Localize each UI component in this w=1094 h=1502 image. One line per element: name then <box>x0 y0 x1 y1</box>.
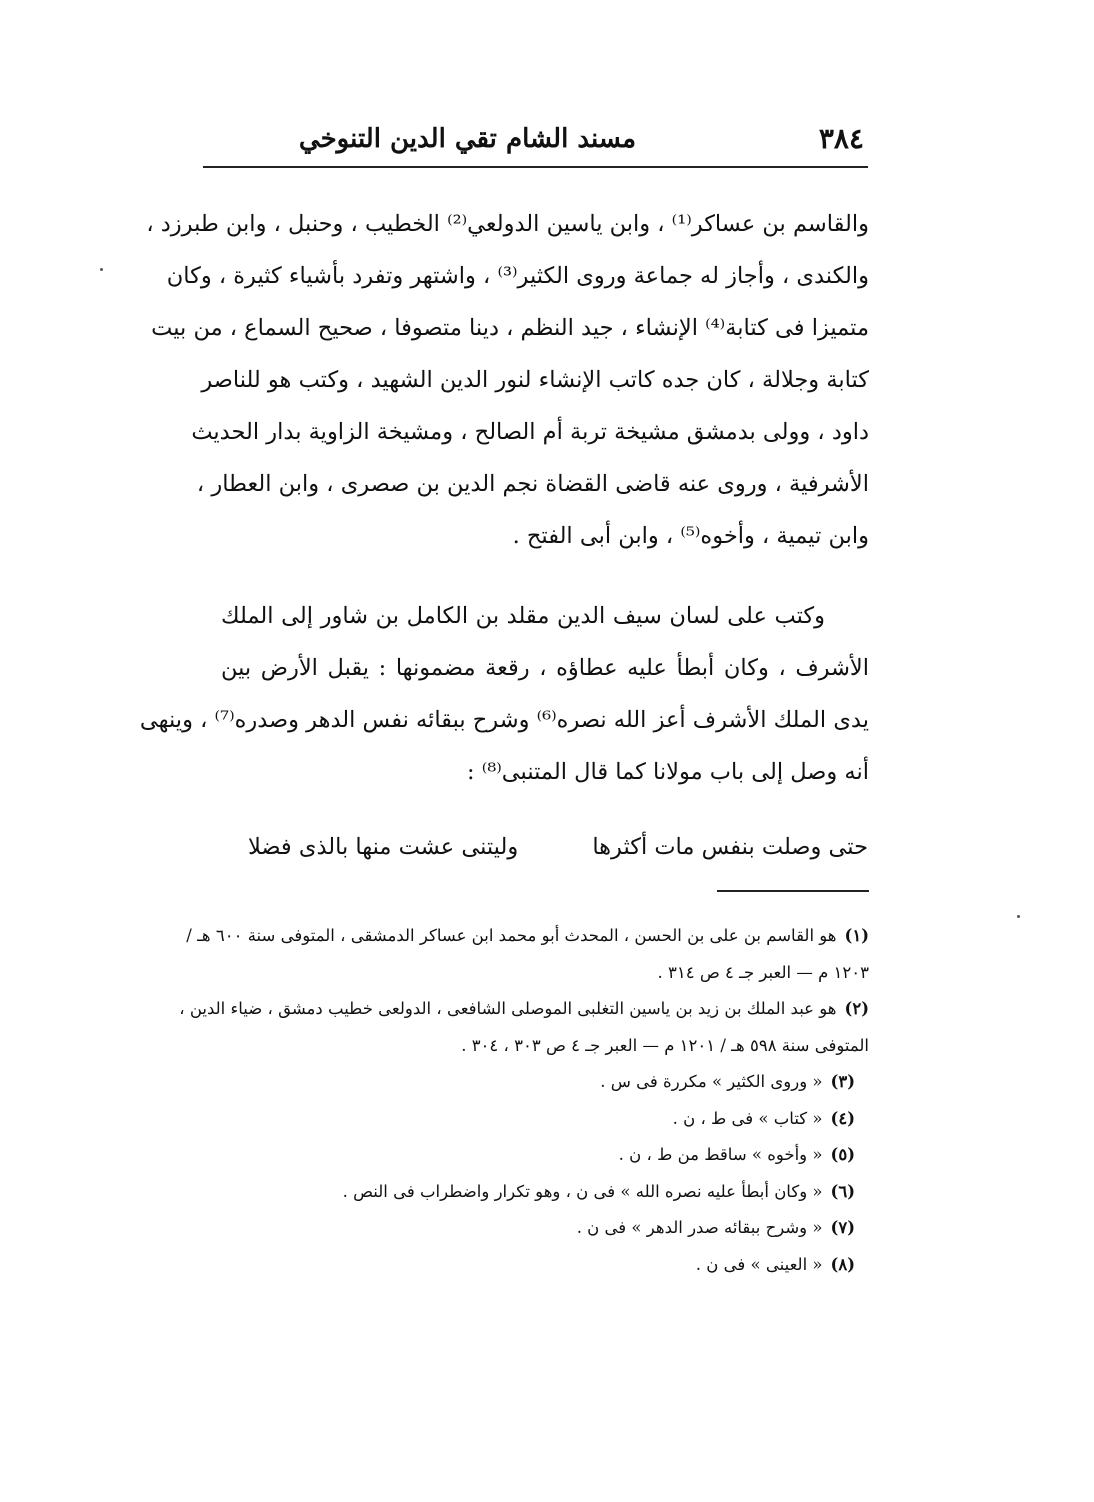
text-line: وكتب على لسان سيف الدين مقلد بن الكامل بن شاور إلى الملك <box>221 603 825 629</box>
second-hemistich: وليتنى عشت منها بالذى فضلا <box>248 834 519 860</box>
footnote-text: « وشرح ببقائه صدر الدهر » فى ن . <box>576 1218 823 1237</box>
footnote-number: (٨) <box>830 1254 855 1274</box>
footnote-2-continuation: المتوفى سنة ٥٩٨ هـ / ١٢٠١ م — العبر جـ ٤ ص ٣٠٣ ، ٣٠٤ . <box>461 1035 869 1055</box>
text-line: الأشرف ، وكان أبطأ عليه عطاؤه ، رقعة مضمونها : يقبل الأرض بين <box>221 655 869 681</box>
footnote-text: هو القاسم بن على بن الحسن ، المحدث أبو محمد ابن عساكر الدمشقى ، المتوفى سنة ٦٠٠ هـ / <box>186 926 837 945</box>
footnote-text: « العينى » فى ن . <box>695 1254 823 1274</box>
footnote-1-continuation: ١٢٠٣ م — العبر جـ ٤ ص ٣١٤ . <box>657 962 869 982</box>
page-header <box>200 118 872 164</box>
header-rule <box>203 166 868 168</box>
footnote-text: هو عبد الملك بن زيد بن ياسين التغلبى الموصلى الشافعى ، الدولعى خطيب دمشق ، ضياء الدين ، <box>179 999 837 1018</box>
text-line: أنه وصل إلى باب مولانا كما قال المتنبى⁽⁸⁾ : <box>466 759 869 785</box>
page-number: ٣٨٤ <box>818 122 864 155</box>
footnote-text: « كتاب » فى ط ، ن . <box>672 1108 823 1128</box>
footnote-text: « وكان أبطأ عليه نصره الله » فى ن ، وهو تكرار واضطراب فى النص . <box>342 1181 823 1201</box>
paragraph-biography <box>146 198 869 562</box>
first-hemistich: حتى وصلت بنفس مات أكثرها <box>592 834 868 860</box>
footnotes <box>179 918 869 1283</box>
text-line: متميزا فى كتابة⁽⁴⁾ الإنشاء ، جيد النظم ، دينا متصوفا ، صحيح السماع ، من بيت <box>151 315 869 341</box>
footnote-7 <box>219 1210 869 1247</box>
footnote-2 <box>179 991 869 1028</box>
text-line: كتابة وجلالة ، كان جده كاتب الإنشاء لنور الدين الشهيد ، وكتب هو للناصر <box>201 367 869 393</box>
scan-speck <box>1017 915 1020 918</box>
footnote-5 <box>219 1137 869 1174</box>
footnote-3 <box>219 1064 869 1101</box>
footnote-number: (٦) <box>830 1181 855 1201</box>
scan-speck <box>100 268 103 271</box>
footnote-8 <box>219 1247 869 1284</box>
footnote-rule <box>717 890 869 892</box>
footnote-4 <box>219 1101 869 1138</box>
footnote-number: (١) <box>844 926 869 945</box>
footnote-text: « وأخوه » ساقط من ط ، ن . <box>618 1145 823 1164</box>
text-line: والكندى ، وأجاز له جماعة وروى الكثير⁽³⁾ ، واشتهر وتفرد بأشياء كثيرة ، وكان <box>166 263 869 289</box>
footnote-6 <box>219 1174 869 1211</box>
footnote-number: (٧) <box>830 1218 855 1237</box>
running-title: مسند الشام تقي الدين التنوخي <box>298 124 636 154</box>
text-line: والقاسم بن عساكر⁽¹⁾ ، وابن ياسين الدولعي⁽²⁾ الخطيب ، وحنبل ، وابن طبرزد ، <box>146 211 869 237</box>
paragraph-letter <box>139 590 869 798</box>
footnote-text: « وروى الكثير » مكررة فى س . <box>600 1072 823 1091</box>
text-line: الأشرفية ، وروى عنه قاضى القضاة نجم الدين بن صصرى ، وابن العطار ، <box>196 471 869 497</box>
footnote-number: (٢) <box>844 999 869 1018</box>
poem-verse <box>248 822 868 872</box>
text-line: داود ، وولى بدمشق مشيخة تربة أم الصالح ، ومشيخة الزاوية بدار الحديث <box>191 419 869 445</box>
text-line: وابن تيمية ، وأخوه⁽⁵⁾ ، وابن أبى الفتح . <box>512 523 869 549</box>
footnote-number: (٥) <box>830 1145 855 1164</box>
footnote-number: (٣) <box>830 1072 855 1091</box>
text-line: يدى الملك الأشرف أعز الله نصره⁽⁶⁾ وشرح ببقائه نفس الدهر وصدره⁽⁷⁾ ، وينهى <box>139 707 869 733</box>
footnote-number: (٤) <box>830 1108 855 1128</box>
footnote-1 <box>186 918 869 955</box>
